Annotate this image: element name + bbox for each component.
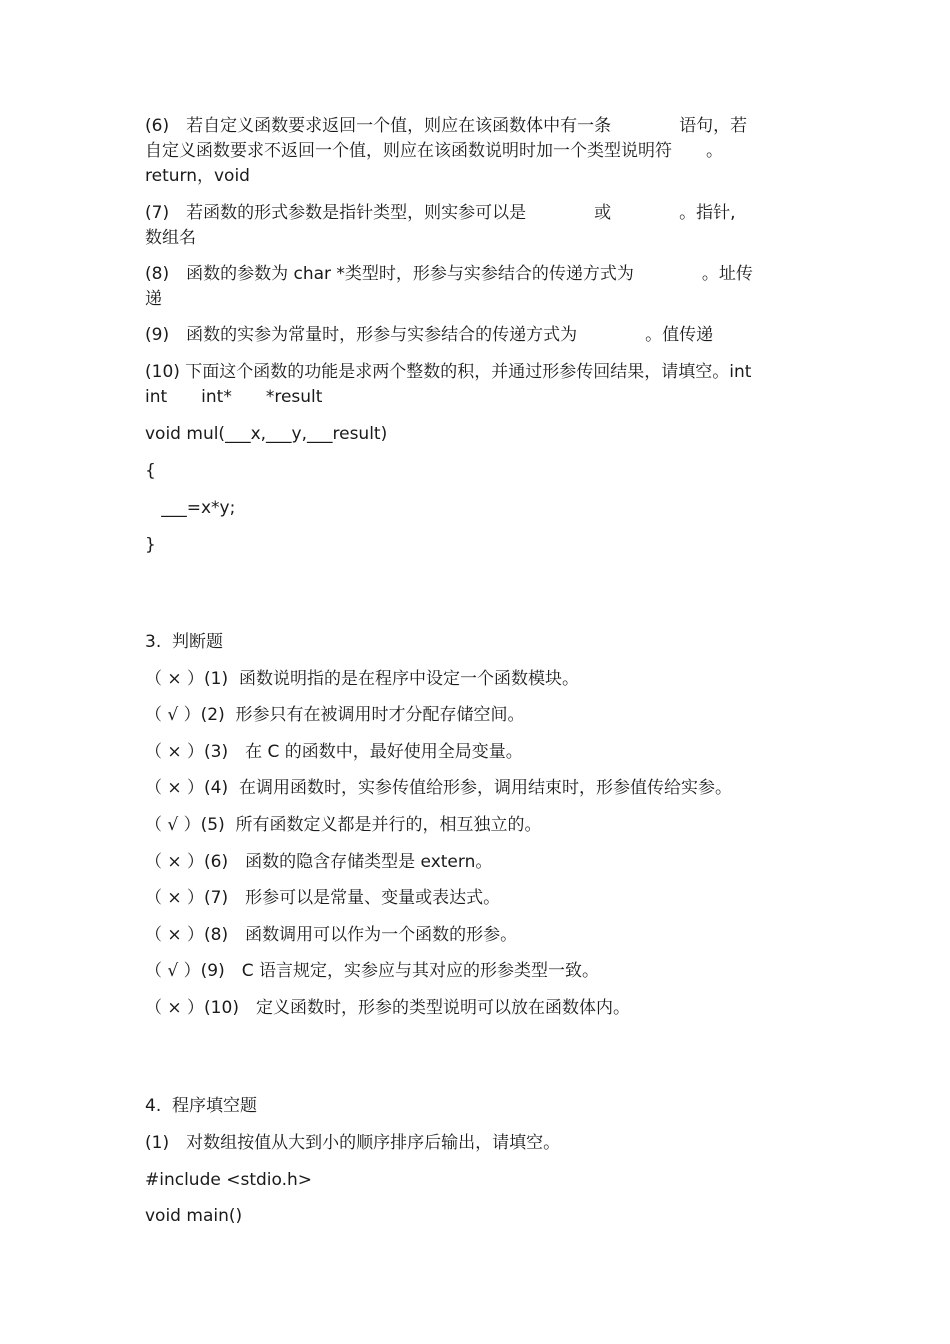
section-4-title: 4. 程序填空题 — [145, 1096, 258, 1116]
true-false-item: （ × ）(1) 函数说明指的是在程序中设定一个函数模块。 — [145, 669, 579, 689]
q8-line-2: 递 — [145, 289, 162, 309]
q8-line-1: (8) 函数的参数为 char *类型时，形参与实参结合的传递方式为 。址传 — [145, 264, 753, 284]
code-line: { — [145, 461, 156, 481]
true-false-item: （ × ）(4) 在调用函数时，实参传值给形参，调用结束时，形参值传给实参。 — [145, 778, 732, 798]
code-line: void main() — [145, 1206, 243, 1226]
true-false-item: （ × ）(8) 函数调用可以作为一个函数的形参。 — [145, 925, 518, 945]
code-line: void mul(___x,___y,___result) — [145, 424, 388, 444]
true-false-item: （ × ）(6) 函数的隐含存储类型是 extern。 — [145, 852, 493, 872]
q6-line-2: 自定义函数要求不返回一个值，则应在该函数说明时加一个类型说明符 。 — [145, 141, 723, 161]
program-fill-q1: (1) 对数组按值从大到小的顺序排序后输出，请填空。 — [145, 1133, 561, 1153]
code-line: ___=x*y; — [145, 498, 236, 518]
q7-line-2: 数组名 — [145, 228, 196, 248]
q9-line: (9) 函数的实参为常量时，形参与实参结合的传递方式为 。值传递 — [145, 325, 714, 345]
q6-line-1: (6) 若自定义函数要求返回一个值，则应在该函数体中有一条 语句，若 — [145, 116, 748, 136]
true-false-item: （ √ ）(9) C 语言规定，实参应与其对应的形参类型一致。 — [145, 961, 599, 981]
true-false-item: （ √ ）(5) 所有函数定义都是并行的，相互独立的。 — [145, 815, 542, 835]
code-line: } — [145, 535, 156, 555]
true-false-item: （ × ）(3) 在 C 的函数中，最好使用全局变量。 — [145, 742, 523, 762]
section-3-title: 3. 判断题 — [145, 632, 224, 652]
true-false-item: （ × ）(7) 形参可以是常量、变量或表达式。 — [145, 888, 501, 908]
q10-line-1: (10) 下面这个函数的功能是求两个整数的积，并通过形参传回结果，请填空。int — [145, 362, 752, 382]
true-false-item: （ × ）(10) 定义函数时，形参的类型说明可以放在函数体内。 — [145, 998, 630, 1018]
q7-line-1: (7) 若函数的形式参数是指针类型，则实参可以是 或 。指针, — [145, 203, 736, 223]
q6-answer: return，void — [145, 166, 250, 186]
true-false-item: （ √ ）(2) 形参只有在被调用时才分配存储空间。 — [145, 705, 525, 725]
code-line: #include <stdio.h> — [145, 1170, 313, 1190]
q10-answer: int int* *result — [145, 387, 323, 407]
